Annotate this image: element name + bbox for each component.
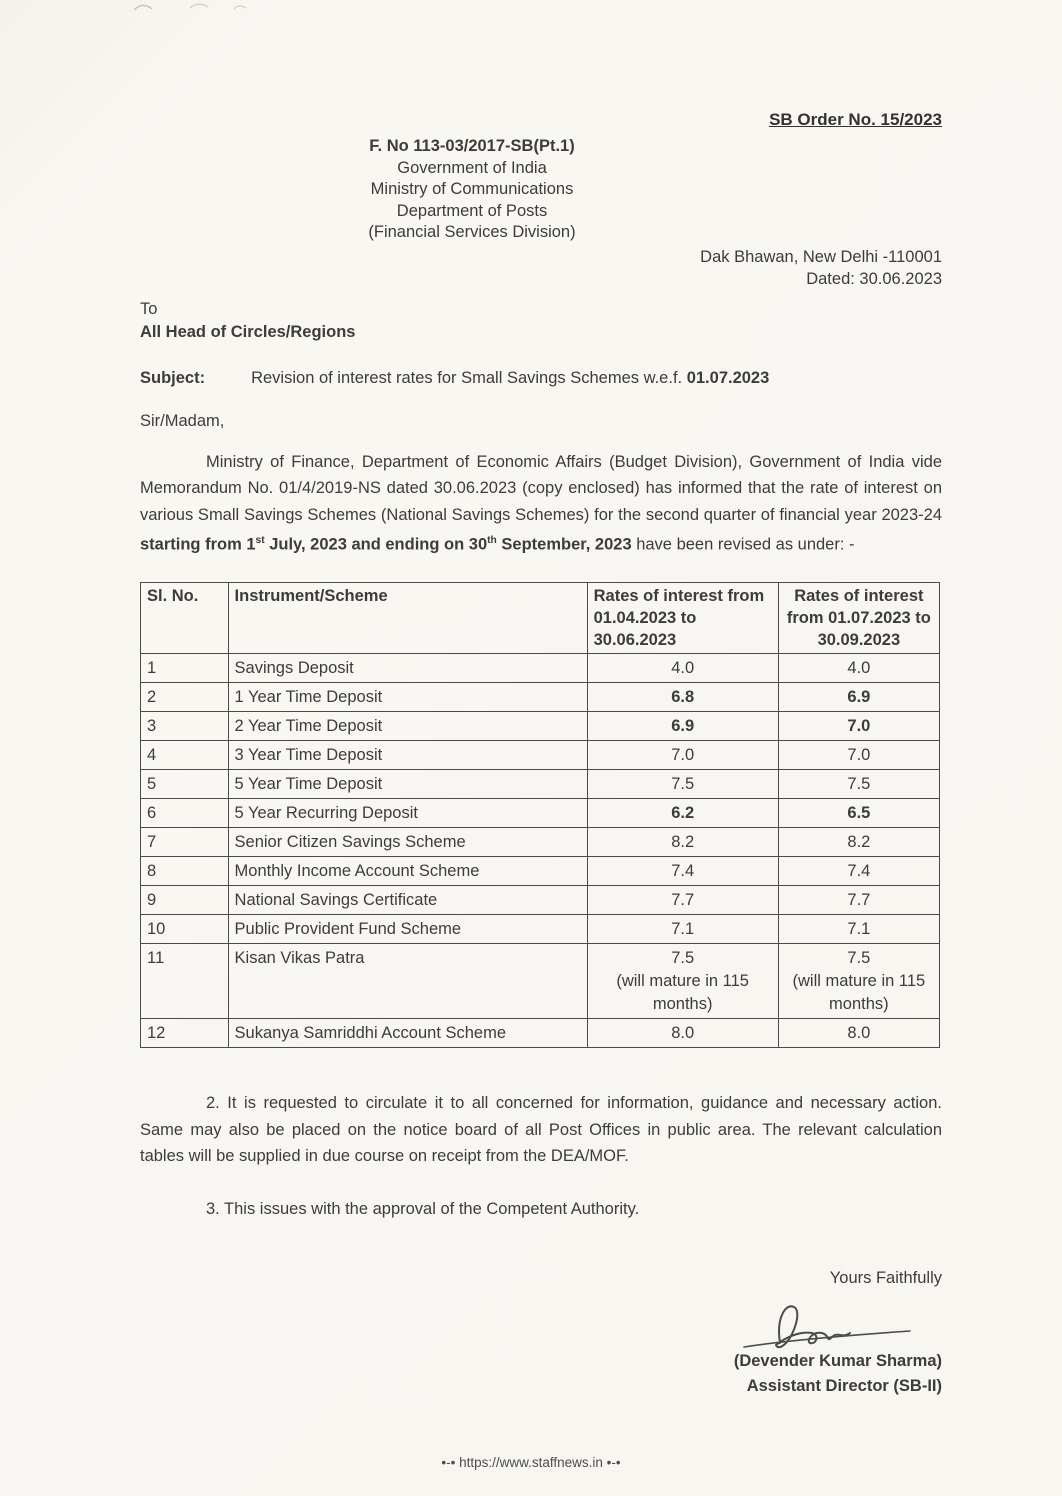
table-cell: 8.2 xyxy=(778,828,939,857)
col-header-sl-no: Sl. No. xyxy=(141,583,229,654)
table-cell: 4.0 xyxy=(587,654,778,683)
table-cell: 9 xyxy=(141,886,229,915)
table-row xyxy=(141,683,940,712)
office-address: Dak Bhawan, New Delhi -110001 xyxy=(700,247,942,266)
table-cell: 7.0 xyxy=(587,741,778,770)
table-cell: 7.7 xyxy=(778,886,939,915)
col-header-new-rates: Rates of interest from 01.07.2023 to 30.09.2023 xyxy=(778,583,939,654)
para-1-segment: July, 2023 and ending on 30 xyxy=(264,535,488,554)
table-cell: 7.1 xyxy=(587,915,778,944)
para-1-segment: st xyxy=(255,535,265,546)
table-cell: 7.4 xyxy=(778,857,939,886)
table-cell: 5 xyxy=(141,770,229,799)
letter-date: Dated: 30.06.2023 xyxy=(806,269,942,288)
subject-label: Subject: xyxy=(140,368,206,387)
subject-text: Revision of interest rates for Small Savings Schemes w.e.f. xyxy=(251,368,683,387)
para-1 xyxy=(140,449,942,559)
rates-table xyxy=(140,582,940,1048)
table-row xyxy=(141,741,940,770)
table-cell: 5 Year Recurring Deposit xyxy=(228,799,587,828)
table-cell: 7 xyxy=(141,828,229,857)
subject-line xyxy=(140,369,942,388)
table-cell: 12 xyxy=(141,1019,229,1048)
para-1-segment: have been revised as under: - xyxy=(631,535,855,554)
table-cell: 7.4 xyxy=(587,857,778,886)
table-cell: Kisan Vikas Patra xyxy=(228,944,587,1019)
table-cell: 8.0 xyxy=(587,1019,778,1048)
table-cell: 6.9 xyxy=(778,683,939,712)
valediction: Yours Faithfully xyxy=(829,1269,942,1287)
rates-table-head xyxy=(141,583,940,654)
table-cell: 2 xyxy=(141,683,229,712)
table-row xyxy=(141,944,940,1019)
para-1-segment: Ministry of Finance, Department of Economic Affairs (Budget Division), Government of India vide Memorandum No. 01/4/2019-NS dated 30.06.2023 (copy enclosed) has informed that the rate of interest on various Small Savings Schemes (National Savings Schemes) for the second quarter of financial year 2023-24 xyxy=(140,452,942,524)
table-row xyxy=(141,799,940,828)
para-3: 3. This issues with the approval of the Competent Authority. xyxy=(206,1199,640,1218)
para-1-segment: starting from 1 xyxy=(140,535,256,554)
table-cell: 7.0 xyxy=(778,741,939,770)
table-cell: Monthly Income Account Scheme xyxy=(228,857,587,886)
table-cell: 3 xyxy=(141,712,229,741)
table-cell: 8 xyxy=(141,857,229,886)
scan-artifact-icon xyxy=(130,0,250,14)
recipient-name: All Head of Circles/Regions xyxy=(140,322,356,341)
table-cell: 7.1 xyxy=(778,915,939,944)
para-1-segment: th xyxy=(487,535,497,546)
col-header-old-rates: Rates of interest from 01.04.2023 to 30.06.2023 xyxy=(587,583,778,654)
rate-maturity-note: (will mature in 115 months) xyxy=(616,972,749,1013)
para-2: 2. It is requested to circulate it to all concerned for information, guidance and necessary action. Same may also be placed on the notice board of all Post Offices in public area. The relevant calculation tables will be supplied in due course on receipt from the DEA/MOF. xyxy=(140,1094,942,1165)
table-cell: 7.7 xyxy=(587,886,778,915)
signatory-name: (Devender Kumar Sharma) xyxy=(733,1352,942,1370)
salutation: Sir/Madam, xyxy=(140,411,225,430)
table-row xyxy=(141,857,940,886)
table-cell: 7.5 (will mature in 115 months) xyxy=(778,944,939,1019)
table-row xyxy=(141,886,940,915)
table-header-row xyxy=(141,583,940,654)
table-cell: 4 xyxy=(141,741,229,770)
table-cell: 2 Year Time Deposit xyxy=(228,712,587,741)
org-line-division: (Financial Services Division) xyxy=(368,223,576,241)
table-cell: 6.9 xyxy=(587,712,778,741)
rates-table-body xyxy=(141,654,940,1048)
signatory-title: Assistant Director (SB-II) xyxy=(746,1377,942,1395)
rate-maturity-note: (will mature in 115 months) xyxy=(792,972,926,1013)
col-header-scheme: Instrument/Scheme xyxy=(228,583,587,654)
to-label: To xyxy=(140,299,158,318)
table-cell: Public Provident Fund Scheme xyxy=(228,915,587,944)
table-cell: 7.0 xyxy=(778,712,939,741)
org-line-government: Government of India xyxy=(397,158,547,177)
table-cell: Savings Deposit xyxy=(228,654,587,683)
table-cell: 3 Year Time Deposit xyxy=(228,741,587,770)
table-cell: 1 xyxy=(141,654,229,683)
table-cell: National Savings Certificate xyxy=(228,886,587,915)
table-cell: 6 xyxy=(141,799,229,828)
table-row xyxy=(141,915,940,944)
table-cell: 6.5 xyxy=(778,799,939,828)
table-cell: 11 xyxy=(141,944,229,1019)
org-line-department: Department of Posts xyxy=(396,201,548,220)
table-cell: 4.0 xyxy=(778,654,939,683)
table-cell: 1 Year Time Deposit xyxy=(228,683,587,712)
org-line-ministry: Ministry of Communications xyxy=(370,180,574,198)
table-row xyxy=(141,712,940,741)
letterhead xyxy=(212,136,732,244)
table-row xyxy=(141,654,940,683)
table-cell: 7.5 xyxy=(587,770,778,799)
table-row xyxy=(141,770,940,799)
table-cell: 10 xyxy=(141,915,229,944)
table-cell: Sukanya Samriddhi Account Scheme xyxy=(228,1019,587,1048)
table-row xyxy=(141,1019,940,1048)
footer-site-link: •-• https://www.staffnews.in •-• xyxy=(441,1455,621,1470)
table-row xyxy=(141,828,940,857)
sb-order-number: SB Order No. 15/2023 xyxy=(769,110,942,129)
para-1-segment: September, 2023 xyxy=(496,535,632,554)
table-cell: 6.2 xyxy=(587,799,778,828)
table-cell: 5 Year Time Deposit xyxy=(228,770,587,799)
subject-effective-date: 01.07.2023 xyxy=(686,368,770,387)
signature-icon xyxy=(742,1297,912,1355)
table-cell: 8.2 xyxy=(587,828,778,857)
table-cell: 6.8 xyxy=(587,683,778,712)
table-cell: 7.5 xyxy=(778,770,939,799)
table-cell: 7.5 (will mature in 115 months) xyxy=(587,944,778,1019)
table-cell: Senior Citizen Savings Scheme xyxy=(228,828,587,857)
address-block xyxy=(140,246,942,290)
file-number: F. No 113-03/2017-SB(Pt.1) xyxy=(369,137,575,155)
recipient-block xyxy=(140,298,942,344)
table-cell: 8.0 xyxy=(778,1019,939,1048)
closing-block xyxy=(140,1266,942,1399)
